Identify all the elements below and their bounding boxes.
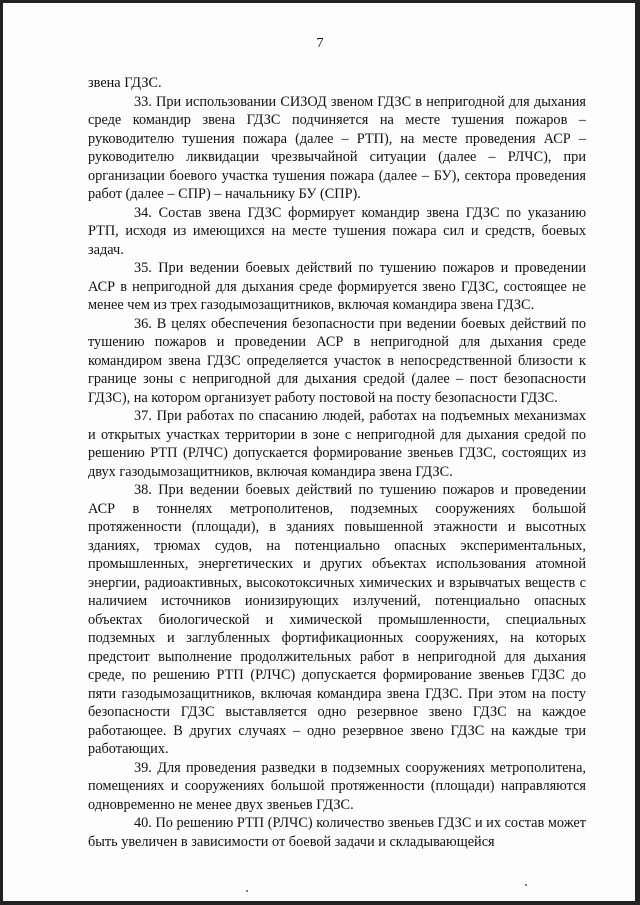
- page-number: 7: [316, 36, 324, 51]
- paragraph-continuation: звена ГДЗС.: [88, 75, 162, 91]
- scan-speck: [246, 890, 248, 892]
- scan-border-bottom: [0, 901, 640, 905]
- scan-speck: [525, 884, 527, 886]
- scan-border-left: [0, 0, 3, 905]
- paragraph-38: 38. При ведении боевых действий по тушению пожаров и проведении АСР в тоннелях метрополитенов, подземных сооружениях большой протяженности (площади), в зданиях повышенной этажности и высотных зданиях, трюмах судов, на потенциально опасных экспериментальных, промышленных, энергетических и других объектах использования атомной энергии, радиоактивных, высокотоксичных химических и взрывчатых веществ с наличием источников ионизирующих излучений, потенциально опасных объектах биологической и химической промышленности, специальных подземных и заглубленных фортификационных сооружениях, на которых предстоит выполнение продолжительных работ в непригодной для дыхания среде, по решению РТП (РЛЧС) допускается формирование звеньев ГДЗС до пяти газодымозащитников, включая командира звена ГДЗС. При этом на посту безопасности ГДЗС выставляется одно резервное звено ГДЗС на каждое работающее. В других случаях – одно резервное звено ГДЗС на каждые три работающих.: [88, 482, 586, 757]
- paragraph-39: 39. Для проведения разведки в подземных сооружениях метрополитена, помещениях и сооружениях большой протяженности (площади) направляются одновременно не менее двух звеньев ГДЗС.: [88, 759, 586, 813]
- paragraph-35: 35. При ведении боевых действий по тушению пожаров и проведении АСР в непригодной для дыхания среде формируется звено ГДЗС, состоящее не менее чем из трех газодымозащитников, включая командира звена ГДЗС.: [88, 260, 586, 313]
- document-body: [88, 74, 586, 851]
- paragraph-40: 40. По решению РТП (РЛЧС) количество звеньев ГДЗС и их состав может быть увеличен в зависимости от боевой задачи и складывающейся: [88, 815, 586, 850]
- scan-border-top: [0, 0, 640, 3]
- paragraph-37: 37. При работах по спасанию людей, работах на подъемных механизмах и открытых участках территории в зоне с непригодной для дыхания средой по решению РТП (РЛЧС) допускается формирование звеньев ГДЗС, состоящих из двух газодымозащитников, включая командира звена ГДЗС.: [88, 408, 586, 480]
- paragraph-33: 33. При использовании СИЗОД звеном ГДЗС в непригодной для дыхания среде командир звена ГДЗС подчиняется на месте тушения пожаров – руководителю тушения пожара (далее – РТП), на месте проведения АСР – руководителю ликвидации чрезвычайной ситуации (далее – РЛЧС), при организации боевого участка тушения пожара (далее – БУ), сектора проведения работ (далее – СПР) – начальнику БУ (СПР).: [88, 93, 586, 202]
- scan-border-right: [635, 0, 640, 905]
- paragraph-36: 36. В целях обеспечения безопасности при ведении боевых действий по тушению пожаров и проведении АСР в непригодной для дыхания среде командиром звена ГДЗС определяется участок в непосредственной близости к границе зоны с непригодной для дыхания средой (далее – пост безопасности ГДЗС), на котором организует работу постовой на посту безопасности ГДЗС.: [88, 315, 586, 406]
- paragraph-34: 34. Состав звена ГДЗС формирует командир звена ГДЗС по указанию РТП, исходя из имеющихся на месте тушения пожара сил и средств, боевых задач.: [88, 204, 586, 258]
